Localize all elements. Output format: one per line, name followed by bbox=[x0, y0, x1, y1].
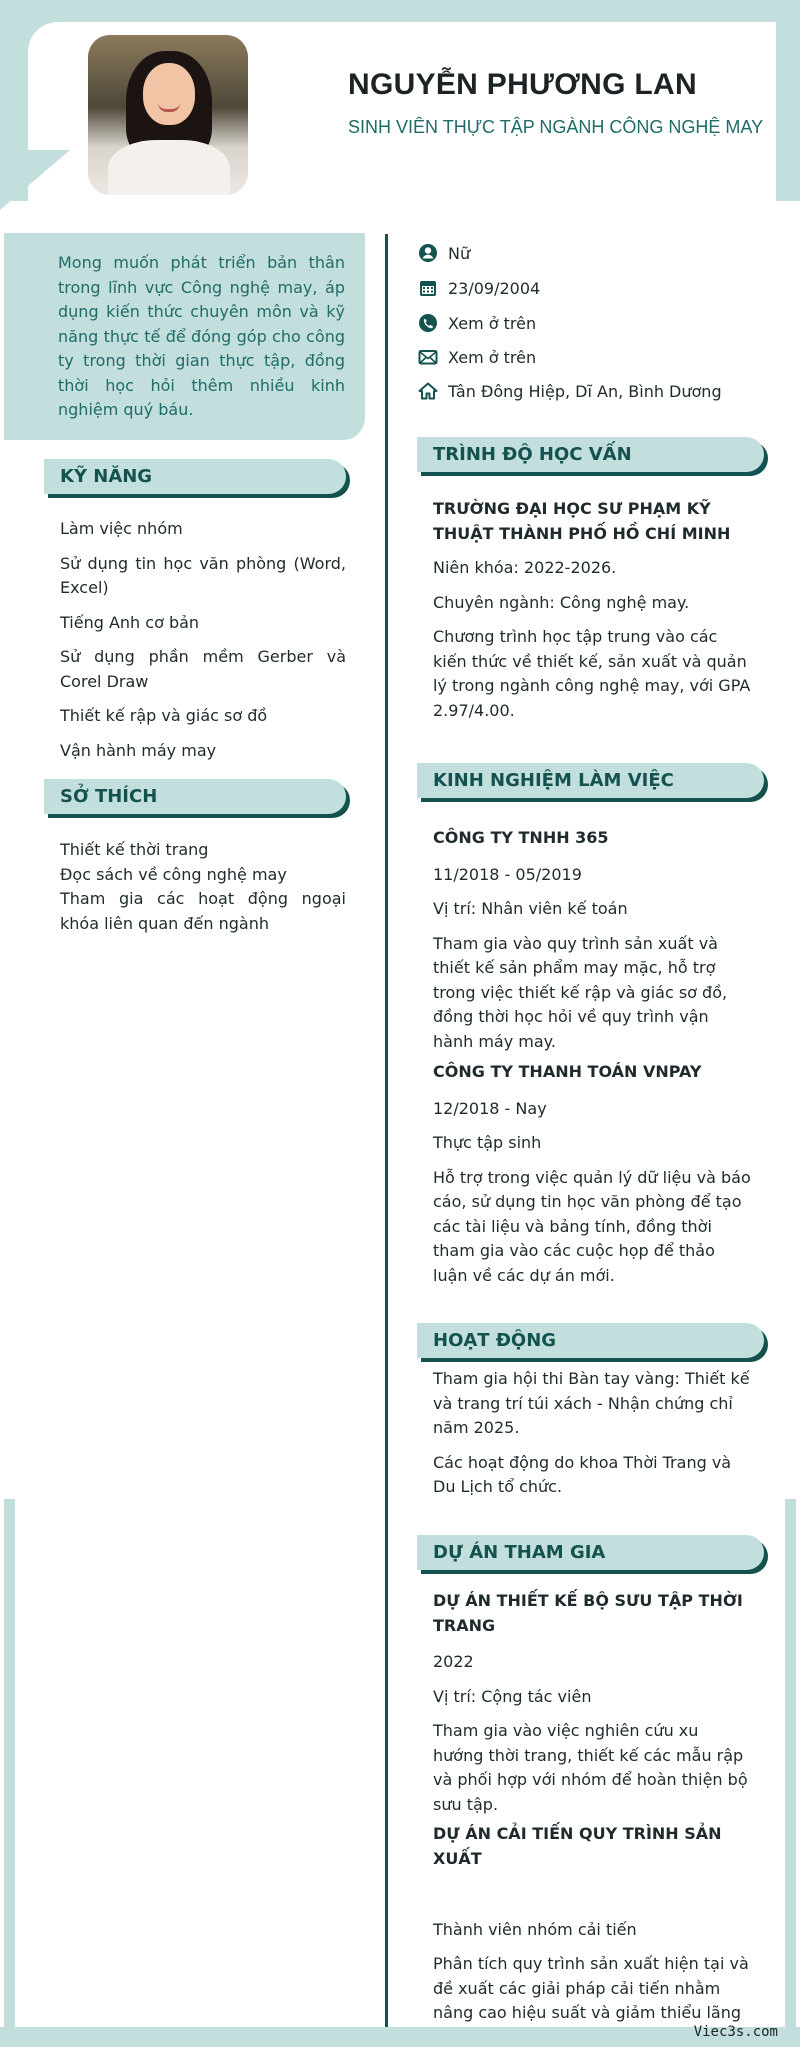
skill-item: Sử dụng tin học văn phòng (Word, Excel) bbox=[60, 553, 346, 597]
job-description: Tham gia vào quy trình sản xuất và thiết kế sản phẩm may mặc, hỗ trợ trong việc thiết kế rập và giác sơ đồ, đồng thời học hỏi về quy trình vận hành máy may. bbox=[433, 933, 728, 1051]
project-name: DỰ ÁN THIẾT KẾ BỘ SƯU TẬP THỜI TRANG bbox=[433, 1591, 743, 1635]
job-position: Vị trí: Nhân viên kế toán bbox=[433, 899, 628, 918]
header-right-decoration bbox=[776, 22, 800, 201]
experience-job bbox=[433, 826, 753, 1054]
education-period: Niên khóa: 2022-2026. bbox=[433, 558, 617, 577]
mail-icon bbox=[418, 347, 438, 367]
skills-heading: KỸ NĂNG bbox=[44, 459, 346, 494]
project-name: DỰ ÁN CẢI TIẾN QUY TRÌNH SẢN XUẤT bbox=[433, 1824, 722, 1868]
skill-item: Tiếng Anh cơ bản bbox=[60, 612, 200, 632]
project-role: Vị trí: Cộng tác viên bbox=[433, 1686, 592, 1706]
education-description: Chương trình học tập trung vào các kiến thức về thiết kế, sản xuất và quản lý trong ngành công nghệ may, với GPA 2.97/4.00. bbox=[433, 627, 751, 720]
education-heading: TRÌNH ĐỘ HỌC VẤN bbox=[417, 437, 764, 472]
phone-icon bbox=[418, 313, 438, 333]
skill-item: Làm việc nhóm bbox=[60, 519, 183, 538]
project-item bbox=[433, 1589, 753, 1817]
skill-item: Sử dụng phần mềm Gerber và Corel Draw bbox=[60, 647, 346, 691]
candidate-title: SINH VIÊN THỰC TẬP NGÀNH CÔNG NGHỆ MAY bbox=[348, 117, 764, 137]
skill-item: Thiết kế rập và giác sơ đồ bbox=[60, 706, 268, 725]
job-position: Thực tập sinh bbox=[433, 1133, 542, 1152]
activities-block bbox=[433, 1367, 753, 1500]
skill-item: Vận hành máy may bbox=[60, 740, 217, 760]
project-description: Tham gia vào việc nghiên cứu xu hướng thời trang, thiết kế các mẫu rập và phối hợp với nhóm để hoàn thiện bộ sưu tập. bbox=[433, 1721, 748, 1814]
project-role: Thành viên nhóm cải tiến bbox=[433, 1919, 637, 1939]
column-divider bbox=[385, 234, 388, 2027]
career-objective: Mong muốn phát triển bản thân trong lĩnh vực Công nghệ may, áp dụng kiến thức chuyên môn và kỹ năng thực tế để đóng góp cho công ty trong thời gian thực tập, đồng thời học hỏi thêm nhiều kinh nghiệm quý báu. bbox=[4, 233, 365, 440]
job-company: CÔNG TY THANH TOÁN VNPAY bbox=[433, 1062, 702, 1081]
address-text: Tân Đông Hiệp, Dĩ An, Bình Dương bbox=[448, 382, 722, 401]
candidate-name: NGUYỄN PHƯƠNG LAN bbox=[348, 68, 697, 101]
experience-job bbox=[433, 1060, 753, 1288]
footer-brand: Viec3s.com bbox=[693, 2024, 778, 2040]
hobby-item: Tham gia các hoạt động ngoại khóa liên quan đến ngành bbox=[60, 889, 346, 933]
project-description: Phân tích quy trình sản xuất hiện tại và đề xuất các giải pháp cải tiến nhằm nâng cao hiệu suất và giảm thiểu lãng bbox=[433, 1954, 749, 2022]
phone-text: Xem ở trên bbox=[448, 314, 537, 333]
job-period: 12/2018 - Nay bbox=[433, 1098, 547, 1118]
project-year bbox=[433, 1883, 753, 1908]
project-item bbox=[433, 1822, 753, 2047]
hobby-item: Thiết kế thời trang bbox=[60, 840, 209, 859]
education-block bbox=[433, 497, 753, 723]
avatar bbox=[88, 35, 248, 195]
hobbies-heading: SỞ THÍCH bbox=[44, 779, 346, 814]
skills-list bbox=[60, 517, 346, 773]
footer-band bbox=[0, 2027, 800, 2047]
left-edge-decoration bbox=[4, 1499, 15, 2047]
hobbies-list bbox=[60, 838, 346, 936]
hobby-item: Đọc sách về công nghệ may bbox=[60, 864, 287, 884]
right-edge-decoration bbox=[785, 1499, 796, 2047]
user-icon bbox=[418, 243, 438, 263]
projects-heading: DỰ ÁN THAM GIA bbox=[417, 1535, 764, 1570]
home-icon bbox=[418, 381, 438, 401]
job-description: Hỗ trợ trong việc quản lý dữ liệu và báo cáo, sử dụng tin học văn phòng để tạo các tài liệu và bảng tính, đồng thời tham gia vào các cuộc họp để thảo luận về các dự án mới. bbox=[433, 1167, 751, 1285]
education-major: Chuyên ngành: Công nghệ may. bbox=[433, 592, 690, 612]
school-name: TRƯỜNG ĐẠI HỌC SƯ PHẠM KỸ THUẬT THÀNH PHỐ HỒ CHÍ MINH bbox=[433, 499, 731, 543]
activities-heading: HOẠT ĐỘNG bbox=[417, 1323, 764, 1358]
job-period: 11/2018 - 05/2019 bbox=[433, 864, 582, 884]
email-text: Xem ở trên bbox=[448, 348, 537, 367]
experience-heading: KINH NGHIỆM LÀM VIỆC bbox=[417, 763, 764, 798]
activity-item: Tham gia hội thi Bàn tay vàng: Thiết kế và trang trí túi xách - Nhận chứng chỉ năm 2025. bbox=[433, 1369, 750, 1437]
activity-item: Các hoạt động do khoa Thời Trang và Du Lịch tổ chức. bbox=[433, 1452, 732, 1496]
birthday-text: 23/09/2004 bbox=[448, 279, 541, 298]
gender-text: Nữ bbox=[448, 244, 471, 263]
calendar-icon bbox=[418, 278, 438, 298]
job-company: CÔNG TY TNHH 365 bbox=[433, 828, 609, 847]
project-year: 2022 bbox=[433, 1652, 474, 1671]
